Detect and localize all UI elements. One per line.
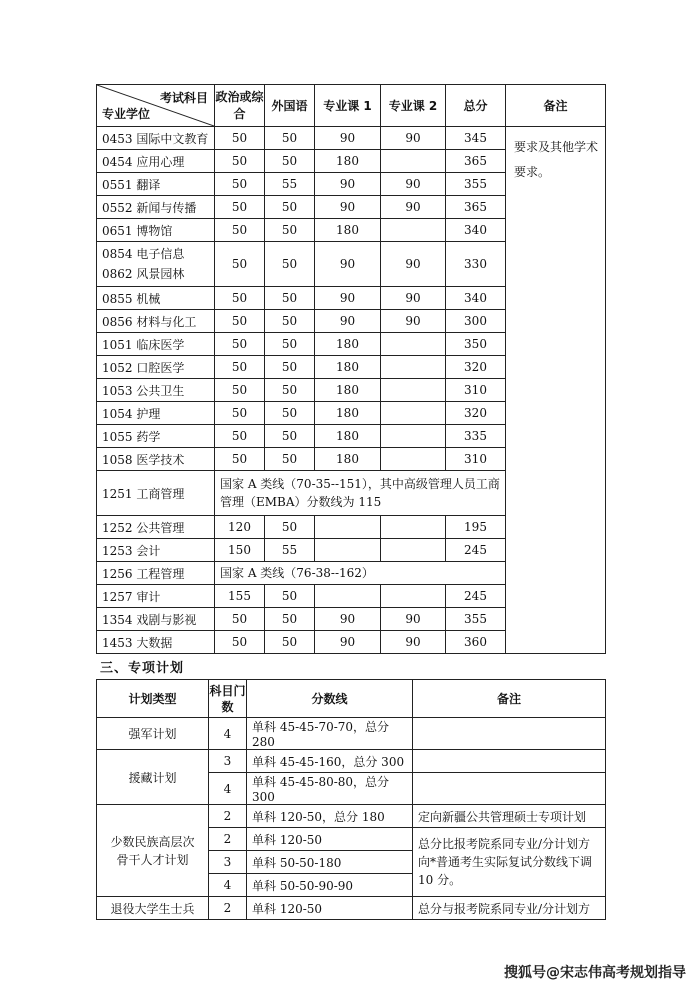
score-major2 (381, 150, 446, 173)
degree-name-text: 1252 公共管理 (102, 520, 185, 535)
score-politics: 50 (215, 219, 265, 242)
degree-name-text: 1253 会计 (102, 543, 161, 558)
score-foreign: 50 (265, 287, 315, 310)
remark-line: 要求。 (514, 165, 551, 179)
degree-name (97, 287, 215, 310)
degree-name (97, 150, 215, 173)
header-plan-type: 计划类型 (97, 680, 209, 718)
score-foreign: 50 (265, 333, 315, 356)
header-total: 总分 (446, 85, 506, 127)
count-cell: 2 (209, 897, 247, 920)
score-total: 355 (446, 608, 506, 631)
score-politics: 50 (215, 242, 265, 287)
degree-name (97, 608, 215, 631)
score-politics: 50 (215, 150, 265, 173)
score-major1: 90 (315, 173, 381, 196)
score-total: 335 (446, 425, 506, 448)
score-cell: 单科 45-45-160，总分 300 (247, 750, 413, 773)
score-major2: 90 (381, 608, 446, 631)
degree-name (97, 310, 215, 333)
score-foreign: 50 (265, 310, 315, 333)
score-major2 (381, 585, 446, 608)
plan-minority: 少数民族高层次骨干人才计划 (97, 805, 209, 897)
score-major1: 90 (315, 242, 381, 287)
score-politics: 50 (215, 173, 265, 196)
header-subject-count: 科目门数 (209, 680, 247, 718)
degree-name: 1251 工商管理 (97, 471, 215, 516)
score-total: 320 (446, 356, 506, 379)
score-politics: 120 (215, 516, 265, 539)
degree-name (97, 448, 215, 471)
national-line-note: 国家 A 类线（70-35--151），其中高级管理人员工商管理（EMBA）分数线为 115 (215, 471, 506, 516)
count-cell: 2 (209, 828, 247, 851)
count-cell: 4 (209, 874, 247, 897)
score-major2 (381, 379, 446, 402)
header-politics: 政治或综合 (215, 85, 265, 127)
score-major1: 180 (315, 379, 381, 402)
score-major2 (381, 333, 446, 356)
header-score-line: 分数线 (247, 680, 413, 718)
score-major2 (381, 539, 446, 562)
score-total: 195 (446, 516, 506, 539)
score-politics: 50 (215, 287, 265, 310)
table-row (97, 127, 606, 150)
degree-name-text: 0454 应用心理 (102, 154, 185, 169)
special-plan-table (96, 679, 606, 920)
degree-name (97, 539, 215, 562)
remark-cell (413, 773, 606, 805)
plan-veteran: 退役大学生士兵 (97, 897, 209, 920)
score-cell: 单科 50-50-180 (247, 851, 413, 874)
score-foreign: 50 (265, 516, 315, 539)
degree-name-text: 1354 戏剧与影视 (102, 612, 197, 627)
score-major2: 90 (381, 310, 446, 333)
score-foreign: 50 (265, 356, 315, 379)
score-cell: 单科 45-45-70-70，总分 280 (247, 718, 413, 750)
remark-cell (413, 750, 606, 773)
score-total: 245 (446, 539, 506, 562)
degree-name-text: 0453 国际中文教育 (102, 131, 209, 146)
diagonal-header-cell (97, 85, 215, 127)
score-major1: 90 (315, 631, 381, 654)
score-total: 245 (446, 585, 506, 608)
score-politics: 50 (215, 333, 265, 356)
score-total: 345 (446, 127, 506, 150)
score-total: 320 (446, 402, 506, 425)
degree-name (97, 631, 215, 654)
score-total: 365 (446, 150, 506, 173)
score-major2 (381, 516, 446, 539)
score-total: 360 (446, 631, 506, 654)
degree-name (97, 219, 215, 242)
score-politics: 50 (215, 425, 265, 448)
score-total: 300 (446, 310, 506, 333)
score-major1: 180 (315, 425, 381, 448)
score-foreign: 50 (265, 127, 315, 150)
score-total: 330 (446, 242, 506, 287)
degree-name-text: 1453 大数据 (102, 635, 173, 650)
header-remark: 备注 (506, 85, 606, 127)
score-cell: 单科 120-50 (247, 828, 413, 851)
section-title: 三、专项计划 (100, 661, 185, 676)
remark-cell-minority: 总分比报考院系同专业/分计划方向*普通考生实际复试分数线下调 10 分。 (413, 828, 606, 897)
score-politics: 50 (215, 379, 265, 402)
remark-line: 要求及其他学术 (514, 140, 599, 154)
count-cell: 3 (209, 851, 247, 874)
remark-cell: 总分与报考院系同专业/分计划方 (413, 897, 606, 920)
score-foreign: 50 (265, 196, 315, 219)
score-major2 (381, 356, 446, 379)
score-major1: 90 (315, 608, 381, 631)
score-total: 310 (446, 379, 506, 402)
score-total: 350 (446, 333, 506, 356)
score-foreign: 50 (265, 585, 315, 608)
watermark: 搜狐号@宋志伟高考规划指导 (504, 965, 686, 981)
degree-name: 1256 工程管理 (97, 562, 215, 585)
score-major1 (315, 516, 381, 539)
degree-name-text: 0854 电子信息 (102, 247, 185, 261)
score-politics: 50 (215, 356, 265, 379)
degree-name (97, 356, 215, 379)
score-total: 355 (446, 173, 506, 196)
score-total: 310 (446, 448, 506, 471)
score-major1 (315, 539, 381, 562)
remark-column (506, 127, 606, 654)
score-major2: 90 (381, 287, 446, 310)
score-politics: 50 (215, 631, 265, 654)
score-major2: 90 (381, 242, 446, 287)
score-major1: 180 (315, 150, 381, 173)
score-foreign: 50 (265, 242, 315, 287)
score-major1: 180 (315, 219, 381, 242)
degree-name-text: 0552 新闻与传播 (102, 200, 197, 215)
header-subject: 考试科目 (159, 91, 208, 105)
degree-name-text: 0856 材料与化工 (102, 314, 197, 329)
score-foreign: 50 (265, 631, 315, 654)
score-politics: 50 (215, 196, 265, 219)
degree-name (97, 516, 215, 539)
score-major1: 90 (315, 127, 381, 150)
degree-name (97, 173, 215, 196)
score-table (96, 84, 606, 654)
degree-name (97, 425, 215, 448)
score-foreign: 50 (265, 402, 315, 425)
score-major1: 180 (315, 448, 381, 471)
score-foreign: 55 (265, 173, 315, 196)
score-major1: 90 (315, 196, 381, 219)
degree-name-text: 1055 药学 (102, 429, 161, 444)
score-foreign: 50 (265, 448, 315, 471)
score-major1: 90 (315, 310, 381, 333)
score-major1: 180 (315, 402, 381, 425)
score-total: 340 (446, 287, 506, 310)
score-cell: 单科 120-50 (247, 897, 413, 920)
degree-name (97, 402, 215, 425)
score-major1: 90 (315, 287, 381, 310)
score-major2: 90 (381, 631, 446, 654)
degree-name-text: 1052 口腔医学 (102, 360, 185, 375)
degree-name-text: 1051 临床医学 (102, 337, 185, 352)
degree-name-text: 1053 公共卫生 (102, 383, 185, 398)
score-foreign: 50 (265, 379, 315, 402)
score-major2 (381, 402, 446, 425)
score-foreign: 50 (265, 150, 315, 173)
degree-name (97, 196, 215, 219)
degree-name (97, 242, 215, 287)
header-degree: 专业学位 (102, 107, 151, 121)
score-politics: 50 (215, 310, 265, 333)
count-cell: 2 (209, 805, 247, 828)
score-politics: 50 (215, 402, 265, 425)
remark-cell: 定向新疆公共管理硕士专项计划 (413, 805, 606, 828)
score-politics: 150 (215, 539, 265, 562)
degree-name-text: 0855 机械 (102, 291, 161, 306)
degree-name-text: 1257 审计 (102, 589, 161, 604)
score-major1 (315, 585, 381, 608)
header-foreign: 外国语 (265, 85, 315, 127)
score-total: 365 (446, 196, 506, 219)
score-major1: 180 (315, 356, 381, 379)
degree-name-text: 0862 风景园林 (102, 267, 185, 281)
degree-name-text: 1058 医学技术 (102, 452, 185, 467)
score-major2 (381, 425, 446, 448)
plan-military: 强军计划 (97, 718, 209, 750)
score-foreign: 50 (265, 219, 315, 242)
degree-name-text: 1054 护理 (102, 406, 161, 421)
plan-tibet: 援藏计划 (97, 750, 209, 805)
score-major2: 90 (381, 173, 446, 196)
score-foreign: 55 (265, 539, 315, 562)
score-major2 (381, 219, 446, 242)
header-major1: 专业课 1 (315, 85, 381, 127)
degree-name (97, 127, 215, 150)
score-politics: 155 (215, 585, 265, 608)
degree-name-text: 0551 翻译 (102, 177, 161, 192)
score-cell: 单科 120-50，总分 180 (247, 805, 413, 828)
remark-cell (413, 718, 606, 750)
score-foreign: 50 (265, 425, 315, 448)
count-cell: 3 (209, 750, 247, 773)
header-remark2: 备注 (413, 680, 606, 718)
score-cell: 单科 45-45-80-80，总分 300 (247, 773, 413, 805)
degree-name (97, 379, 215, 402)
header-major2: 专业课 2 (381, 85, 446, 127)
score-major2 (381, 448, 446, 471)
score-politics: 50 (215, 608, 265, 631)
count-cell: 4 (209, 773, 247, 805)
national-line-note: 国家 A 类线（76-38--162） (215, 562, 506, 585)
score-total: 340 (446, 219, 506, 242)
score-politics: 50 (215, 448, 265, 471)
degree-name-text: 0651 博物馆 (102, 223, 173, 238)
score-major1: 180 (315, 333, 381, 356)
score-major2: 90 (381, 127, 446, 150)
degree-name (97, 585, 215, 608)
score-foreign: 50 (265, 608, 315, 631)
count-cell: 4 (209, 718, 247, 750)
score-major2: 90 (381, 196, 446, 219)
score-politics: 50 (215, 127, 265, 150)
score-cell: 单科 50-50-90-90 (247, 874, 413, 897)
degree-name (97, 333, 215, 356)
